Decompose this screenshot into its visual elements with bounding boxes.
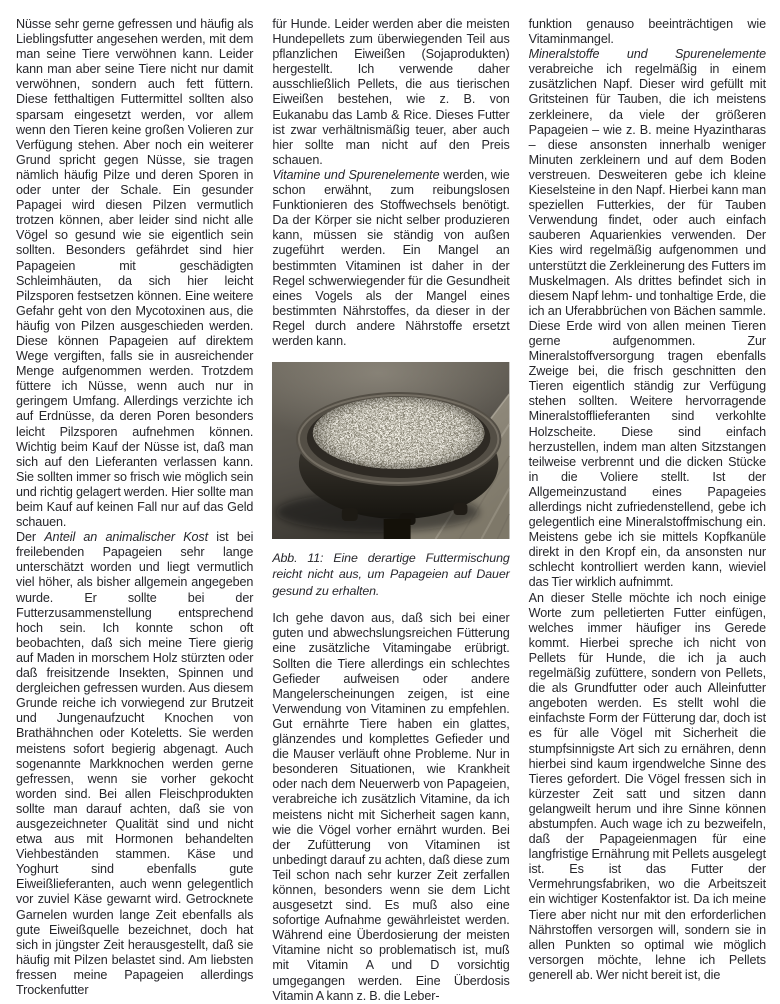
text-column-left: [16, 17, 253, 1004]
paragraph: [529, 47, 766, 590]
seed-mix: [313, 397, 485, 469]
body-text: Nüsse sehr gerne gefressen und häufig als Lieblingsfutter angesehen werden, mit dem man seine Tiere verwöhnen kann. Leider kann man aber seine Tiere nicht nur damit verwöhnen, sondern auch fett füttern. Diese fetthaltigen Futtermittel sollten also sparsam eingesetzt werden, vor allem wenn den Tieren keine großen Volieren zur Verfügung stehen. Aber noch ein weiterer Grund spricht gegen Nüsse, sie tragen nämlich häufig Pilze und deren Sporen in oder unter der Schale. Ein gesunder Papagei wird diesen Pilzen vermutlich trotzen können, aber leider sind nicht alle Vögel so gesund wie sie eigentlich sein sollten. Besonders gefährdet sind hier Papageien mit geschädigten Schleimhäuten, da sich hier leicht Pilzsporen festsetzen können. Eine weitere Gefahr geht von den Mycotoxinen aus, die häufig von Pilzen ausgeschieden werden. Diese können Papageien auf direktem Wege vergiften, falls sie in ausreichender Menge aufgenommen werden. Trotzdem füttere ich Nüsse, wenn auch nur in geringem Umfang. Allerdings verzichte ich auf Erdnüsse, da deren Poren besonders leicht Pilzsporen aufnehmen können. Wichtig beim Kauf der Nüsse ist, daß man sich auf den Lieferanten verlassen kann. Sie sollten immer so frisch wie möglich sein und richtig gelagert werden. Hier sollte man beim Kauf auf keinen Fall nur auf das Geld schauen.: [16, 17, 254, 530]
paragraph: [272, 611, 509, 1003]
seed-bowl-photo: [272, 362, 509, 539]
emphasized-text: Anteil an animalischer Kost: [44, 530, 209, 545]
paragraph: [16, 530, 253, 998]
body-text: Ich gehe davon aus, daß sich bei einer guten und abwechslungsreichen Fütterung eine zusätzliche Vitamingabe erübrigt. Sollten die Tiere allerdings ein schlechtes Gefieder aufweisen oder andere Mangelerscheinungen zeigen, ist eine Verwendung von Vitaminen zu empfehlen. Gut ernährte Tiere haben ein glattes, glänzendes und komplettes Gefieder und die Mauser verläuft ohne Probleme. Nur in besonderen Situationen, wie Krankheit oder nach dem Neuerwerb von Papageien, verabreiche ich zusätzlich Vitamine, da ich meistens nicht mit Sicherheit sagen kann, wie die Vögel vorher ernährt wurden. Bei der Zufütterung von Vitaminen ist unbedingt darauf zu achten, daß diese zum Teil schon nach sehr kurzer Zeit zerfallen können, besonders wenn sie dem Licht ausgesetzt sind. Es muß also eine sofortige Aufnahme gewährleistet werden. Während eine Überdosierung der meisten Vitamine nicht so problematisch ist, muß mit Vitamin A und D vorsichtig umgegangen werden. Eine Überdosis Vitamin A kann z. B. die Leber-: [272, 611, 510, 1003]
emphasized-text: Mineralstoffe und Spurenelemente: [528, 47, 766, 62]
body-text: werden, wie schon erwähnt, zum reibungslosen Funktionieren des Stoffwechsels benötigt. Da der Körper sie nicht selber produzieren kann, müssen sie ständig von außen zugeführt werden. Ein Mangel an bestimmten Vitaminen ist daher in der Regel schwerwiegender für die Gesundheit eines Vogels als der Mangel eines bestimmten Nährstoffes, da dieser in der Regel durch andere Nährstoffe ersetzt werden kann.: [272, 167, 510, 348]
body-text: An dieser Stelle möchte ich noch einige Worte zum pelletierten Futter einfügen, welches immer häufiger ins Gerede kommt. Hierbei spreche ich nicht von Pellets für Hunde, die ich ja auch regelmäßig zufüttere, sondern von Pellets, die als Grundfutter oder auch Alleinfutter angeboten werden. Es stellt wohl die einfachste Form der Fütterung dar, doch ist es für alle Vögel mit Sicherheit die stumpfsinnigste Art sich zu ernähren, denn hierbei sind kaum irgendwelche Sinne des Tieres gefordert. Die Vögel fressen sich in kürzester Zeit satt und sitzen dann gelangweilt herum und ihre Sinne können abstumpfen. Auch wage ich zu bezweifeln, daß der Papageienmagen für eine langfristige Ernährung mit Pellets ausgelegt ist. Es ist das Futter der Vermehrungsfabriken, wo die Arbeitszeit ein wichtiger Kostenfaktor ist. Da ich meine Tiere aber nicht nur mit den erforderlichen Nährstoffen versorgen will, sondern sie in allen Punkten so optimal wie möglich versorgen möchte, lehne ich Pellets generell ab. Wer nicht bereit ist, die: [528, 590, 766, 982]
paragraph: [272, 168, 509, 349]
text-column-middle: [272, 17, 509, 1004]
emphasized-text: Vitamine und Spurenelemente: [272, 167, 440, 182]
body-text: funktion genauso beeinträchtigen wie Vitaminmangel.: [528, 17, 766, 47]
paragraph: [272, 17, 509, 168]
body-text: verabreiche ich regelmäßig in einem zusätzlichen Napf. Dieser wird gefüllt mit Gritsteinen für Tauben, die ich meistens zerkleinere, da viele der größeren Papageien – wie z. B. meine Hyazintharas – diese ansonsten innerhalb weniger Minuten zerkleinern und auf dem Boden verstreuen. Desweiteren gebe ich kleine Kieselsteine in den Napf. Hierbei kann man speziellen Futterkies, der für Tauben Verwendung findet, oder auch einfach sauberen Aquarienkies verwenden. Der Kies wird regelmäßig aufgenommen und unterstützt die Zerkleinerung des Futters im Muskelmagen. Als drittes befindet sich in diesem Napf lehm- und tonhaltige Erde, die ich an Uferabbrüchen von Bächen sammle. Diese Erde wird von allen meinen Tieren gerne aufgenommen. Zur Mineralstoffversorgung tragen ebenfalls Zweige bei, die frisch geschnitten den Tieren eigentlich ständig zur Verfügung stehen sollten. Weitere hervorragende Mineralstofflieferanten sind verkohlte Holzscheite. Diese sind einfach herzustellen, indem man alten Sitzstangen teilweise verbrennt und die dicken Stücke in die Voliere stellt. Ist der Allgemeinzustand eines Papageies allerdings nicht zufriedenstellend, gebe ich gelegentlich eine Mineralstoffmischung ein. Meistens gebe ich sie mittels Kopfkanüle direkt in den Kropf ein, da ansonsten nur schlecht kontrolliert werden kann, wieviel das Tier wirklich aufnimmt.: [528, 62, 766, 590]
body-text: Der: [16, 530, 45, 545]
bowl-stem: [384, 519, 411, 539]
paragraph: [16, 17, 253, 530]
paragraph: [529, 591, 766, 983]
figure-abb-11: [272, 362, 509, 599]
body-text: ist bei freilebenden Papageien sehr lange unterschätzt worden und liegt vermutlich viel höher, als bisher allgemein angegeben wurde. Er sollte bei der Futterzusammenstellung entsprechend hoch sein. Ich konnte schon oft beobachten, daß sich meine Tiere gierig auf Maden in morschem Holz stürzten oder daß freisitzende Insekten, Spinnen und dergleichen gefressen wurden. Aus diesem Grunde reiche ich vorwiegend zur Brutzeit und Jungenaufzucht Knochen von Brathähnchen oder Koteletts. Sie werden meistens sofort begierig abgenagt. Auch sogenannte Markknochen werden gerne gefressen, wenn sie vorher gekocht worden sind. Bei allen Fleischprodukten sollte man darauf achten, daß sie von ausgezeichneter Qualität sind und nicht etwa aus mit Hormonen behandelten Viehbeständen stammen. Käse und Yoghurt sind ebenfalls gute Eiweißlieferanten, auch wenn gelegentlich vor zuviel Käse gewarnt wird. Getrocknete Garnelen wurden lange Zeit ebenfalls als gute Eiweißquelle bezeichnet, doch hat sich in jüngster Zeit herausgestellt, daß sie häufig mit Pilzen belastet sind. Am liebsten fressen meine Papageien allerdings Trockenfutter: [16, 530, 254, 997]
paragraph: [529, 17, 766, 47]
body-text: für Hunde. Leider werden aber die meisten Hundepellets zum überwiegenden Teil aus pflanzlichen Eiweißen (Sojaprodukten) hergestellt. Ich verwende daher ausschließlich Pellets, die aus tierischen Eiweißen bestehen, wie z. B. von Eukanabu das Lamb & Rice. Dieses Futter ist zwar verhältnismäßig teuer, aber auch hier sollte man nicht auf den Preis schauen.: [272, 17, 510, 167]
text-column-right: [529, 17, 766, 1004]
figure-caption: Abb. 11: Eine derartige Futtermischung reicht nicht aus, um Papageien auf Dauer gesund zu erhalten.: [272, 551, 510, 598]
